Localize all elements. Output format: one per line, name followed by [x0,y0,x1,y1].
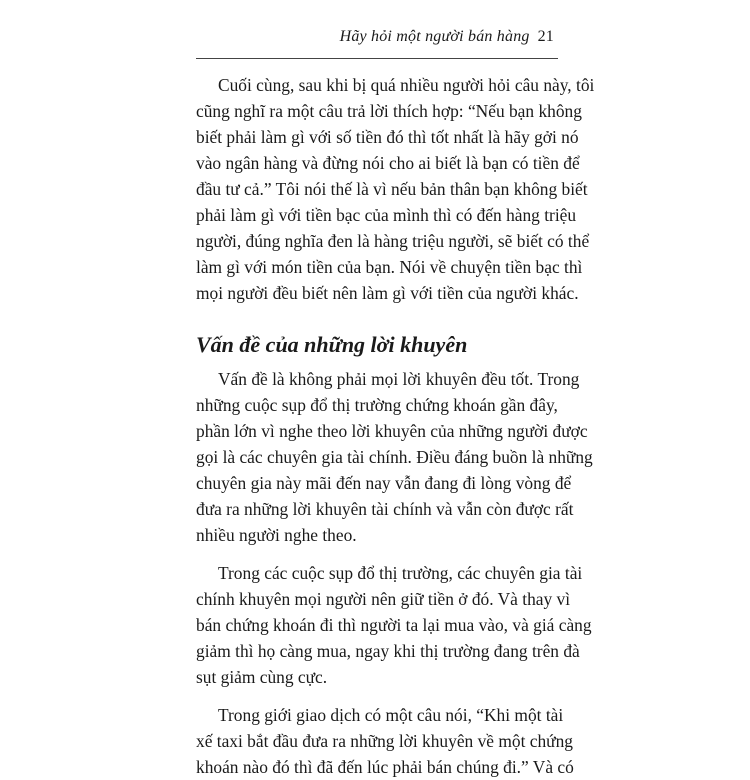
text-line: sụt giảm cùng cực. [196,667,328,687]
text-line: bán chứng khoán đi thì người ta lại mua vào, và giá càng [196,615,592,635]
page-number: 21 [537,28,554,45]
paragraph [196,702,574,780]
text-line: những cuộc sụp đổ thị trường chứng khoán gần đây, [196,395,558,415]
text-line: mọi người đều biết nên làm gì với tiền của người khác. [196,283,579,303]
running-title: Hãy hỏi một người bán hàng [339,28,530,45]
paragraph [196,366,593,548]
text-line: đưa ra những lời khuyên tài chính và vẫn còn được rất [196,499,574,519]
text-line: khoán nào đó thì đã đến lúc phải bán chúng đi.” Và có [196,757,574,777]
paragraph-gap [196,548,558,560]
text-line: Trong các cuộc sụp đổ thị trường, các chuyên gia tài [218,563,583,583]
text-line: làm gì với món tiền của bạn. Nói về chuyện tiền bạc thì [196,257,583,277]
paragraph [196,72,595,306]
page-body [196,72,595,780]
text-line: Trong giới giao dịch có một câu nói, “Khi một tài [218,705,564,725]
text-line: gọi là các chuyên gia tài chính. Điều đáng buồn là những [196,447,593,467]
text-line: nhiều người nghe theo. [196,525,357,545]
running-header [340,28,554,46]
text-line: xế taxi bắt đầu đưa ra những lời khuyên về một chứng [196,731,573,751]
text-line: chính khuyên mọi người nên giữ tiền ở đó. Và thay vì [196,589,571,609]
paragraph-gap [196,690,558,702]
text-line: phần lớn vì nghe theo lời khuyên của những người được [196,421,588,441]
paragraph [196,560,592,690]
text-line: Vấn đề là không phải mọi lời khuyên đều tốt. Trong [218,369,580,389]
text-line: chuyên gia này mãi đến nay vẫn đang đi lòng vòng để [196,473,572,493]
header-rule [196,58,558,59]
section-heading: Vấn đề của những lời khuyên [196,332,468,357]
text-line: biết phải làm gì với số tiền đó thì tốt nhất là hãy gởi nó [196,127,579,147]
text-line: vào ngân hàng và đừng nói cho ai biết là bạn có tiền để [196,153,580,173]
text-line: người, đúng nghĩa đen là hàng triệu người, sẽ biết có thể [196,231,590,251]
text-line: giảm thì họ càng mua, ngay khi thị trường đang trên đà [196,641,580,661]
text-line: cũng nghĩ ra một câu trả lời thích hợp: “Nếu bạn không [196,101,582,121]
text-line: Cuối cùng, sau khi bị quá nhiều người hỏi câu này, tôi [218,75,595,95]
text-line: đầu tư cả.” Tôi nói thế là vì nếu bản thân bạn không biết [196,179,588,199]
text-line: phải làm gì với tiền bạc của mình thì có đến hàng triệu [196,205,577,225]
